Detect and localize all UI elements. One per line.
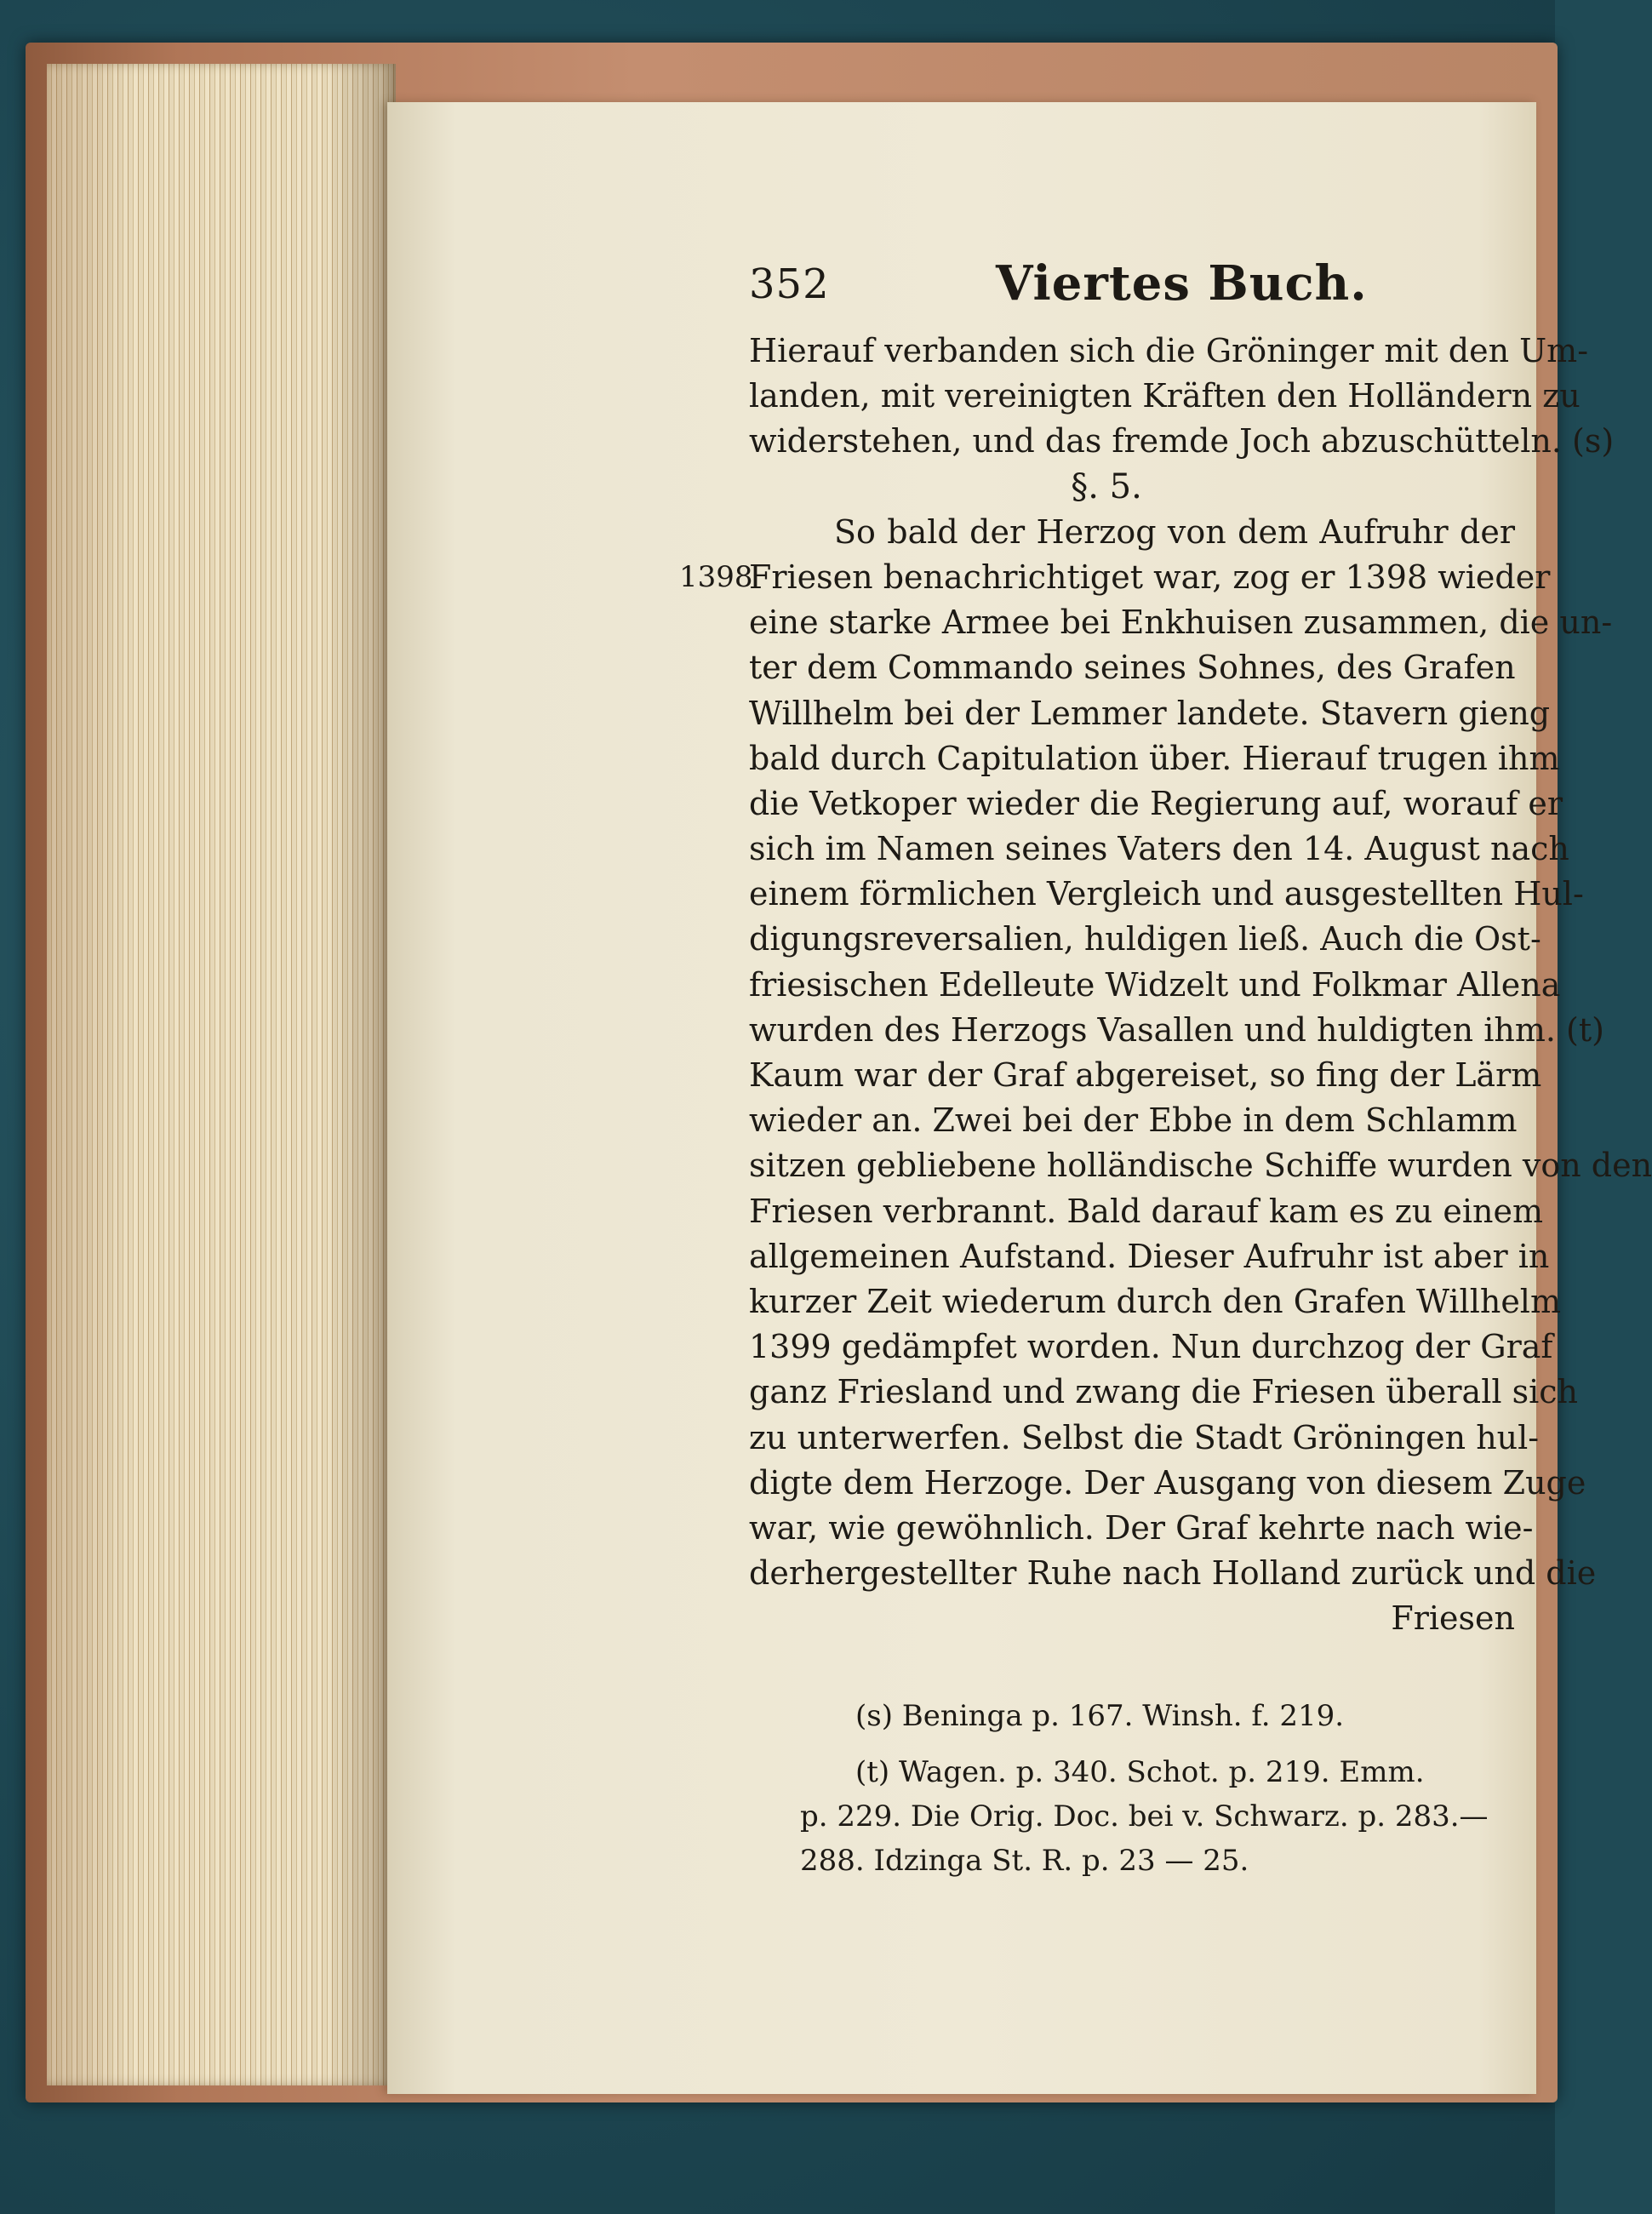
text-line: Kaum war der Graf abgereiset, so fing der Lärm xyxy=(749,1056,1542,1094)
text-line: widerstehen, und das fremde Joch abzuschütteln. (s) xyxy=(749,422,1615,461)
text-line: Friesen benachrichtiget war, zog er 1398 wieder xyxy=(749,558,1551,596)
footnote-s: (s) Beninga p. 167. Winsh. f. 219. xyxy=(855,1699,1345,1733)
text-line: ganz Friesland und zwang die Friesen überall sich xyxy=(749,1373,1579,1411)
text-line: zu unterwerfen. Selbst die Stadt Gröningen hul- xyxy=(749,1418,1540,1456)
body-text xyxy=(679,329,1652,1641)
footnotes xyxy=(800,1694,1515,1883)
footnote-t-line: (t) Wagen. p. 340. Schot. p. 219. Emm. xyxy=(855,1755,1425,1789)
text-line: sitzen gebliebene holländische Schiffe wurden von den xyxy=(749,1147,1652,1185)
text-line: die Vetkoper wieder die Regierung auf, worauf er xyxy=(749,784,1563,822)
text-line: Hierauf verbanden sich die Gröninger mit den Um- xyxy=(749,332,1589,369)
text-line: So bald der Herzog von dem Aufruhr der xyxy=(834,512,1515,551)
text-line: landen, mit vereinigten Kräften den Holländern zu xyxy=(749,377,1581,415)
margin-year: 1398 xyxy=(679,559,753,594)
text-line: eine starke Armee bei Enkhuisen zusammen, die un- xyxy=(749,604,1613,642)
footnote-t-line: p. 229. Die Orig. Doc. bei v. Schwarz. p. 283.— xyxy=(800,1799,1489,1834)
running-title: Viertes Buch. xyxy=(996,255,1368,312)
text-line: kurzer Zeit wiederum durch den Grafen Willhelm xyxy=(749,1282,1561,1320)
text-line: digte dem Herzoge. Der Ausgang von diesem Zuge xyxy=(749,1463,1586,1502)
main-text-block xyxy=(679,255,1652,1641)
text-line: sich im Namen seines Vaters den 14. August nach xyxy=(749,830,1569,868)
text-line: einem förmlichen Vergleich und ausgestellten Hul- xyxy=(749,875,1584,913)
page-number: 352 xyxy=(749,260,830,308)
text-line: ter dem Commando seines Sohnes, des Grafen xyxy=(749,649,1516,687)
text-line: wurden des Herzogs Vasallen und huldigten ihm. (t) xyxy=(749,1010,1604,1049)
page-edges-shadow xyxy=(47,64,396,2085)
text-line: digungsreversalien, huldigen ließ. Auch die Ost- xyxy=(749,920,1541,958)
text-line-with-margin xyxy=(679,555,1551,600)
text-line: bald durch Capitulation über. Hierauf trugen ihm xyxy=(749,739,1560,777)
text-line: 1399 gedämpfet worden. Nun durchzog der Graf xyxy=(749,1328,1553,1366)
page-header xyxy=(749,255,1515,323)
text-line: derhergestellter Ruhe nach Holland zurück und die xyxy=(749,1554,1597,1593)
text-line: wieder an. Zwei bei der Ebbe in dem Schlamm xyxy=(749,1101,1518,1140)
text-line: Friesen verbrannt. Bald darauf kam es zu einem xyxy=(749,1192,1543,1230)
footnote-t-line: 288. Idzinga St. R. p. 23 — 25. xyxy=(800,1844,1249,1878)
section-heading: §. 5. xyxy=(1071,466,1142,506)
text-line: allgemeinen Aufstand. Dieser Aufruhr ist aber in xyxy=(749,1237,1550,1275)
text-line: friesischen Edelleute Widzelt und Folkmar Allena xyxy=(749,965,1561,1004)
catchword: Friesen xyxy=(1391,1599,1515,1638)
text-line: Willhelm bei der Lemmer landete. Stavern gieng xyxy=(749,694,1551,732)
text-line: war, wie gewöhnlich. Der Graf kehrte nach wie- xyxy=(749,1508,1534,1547)
